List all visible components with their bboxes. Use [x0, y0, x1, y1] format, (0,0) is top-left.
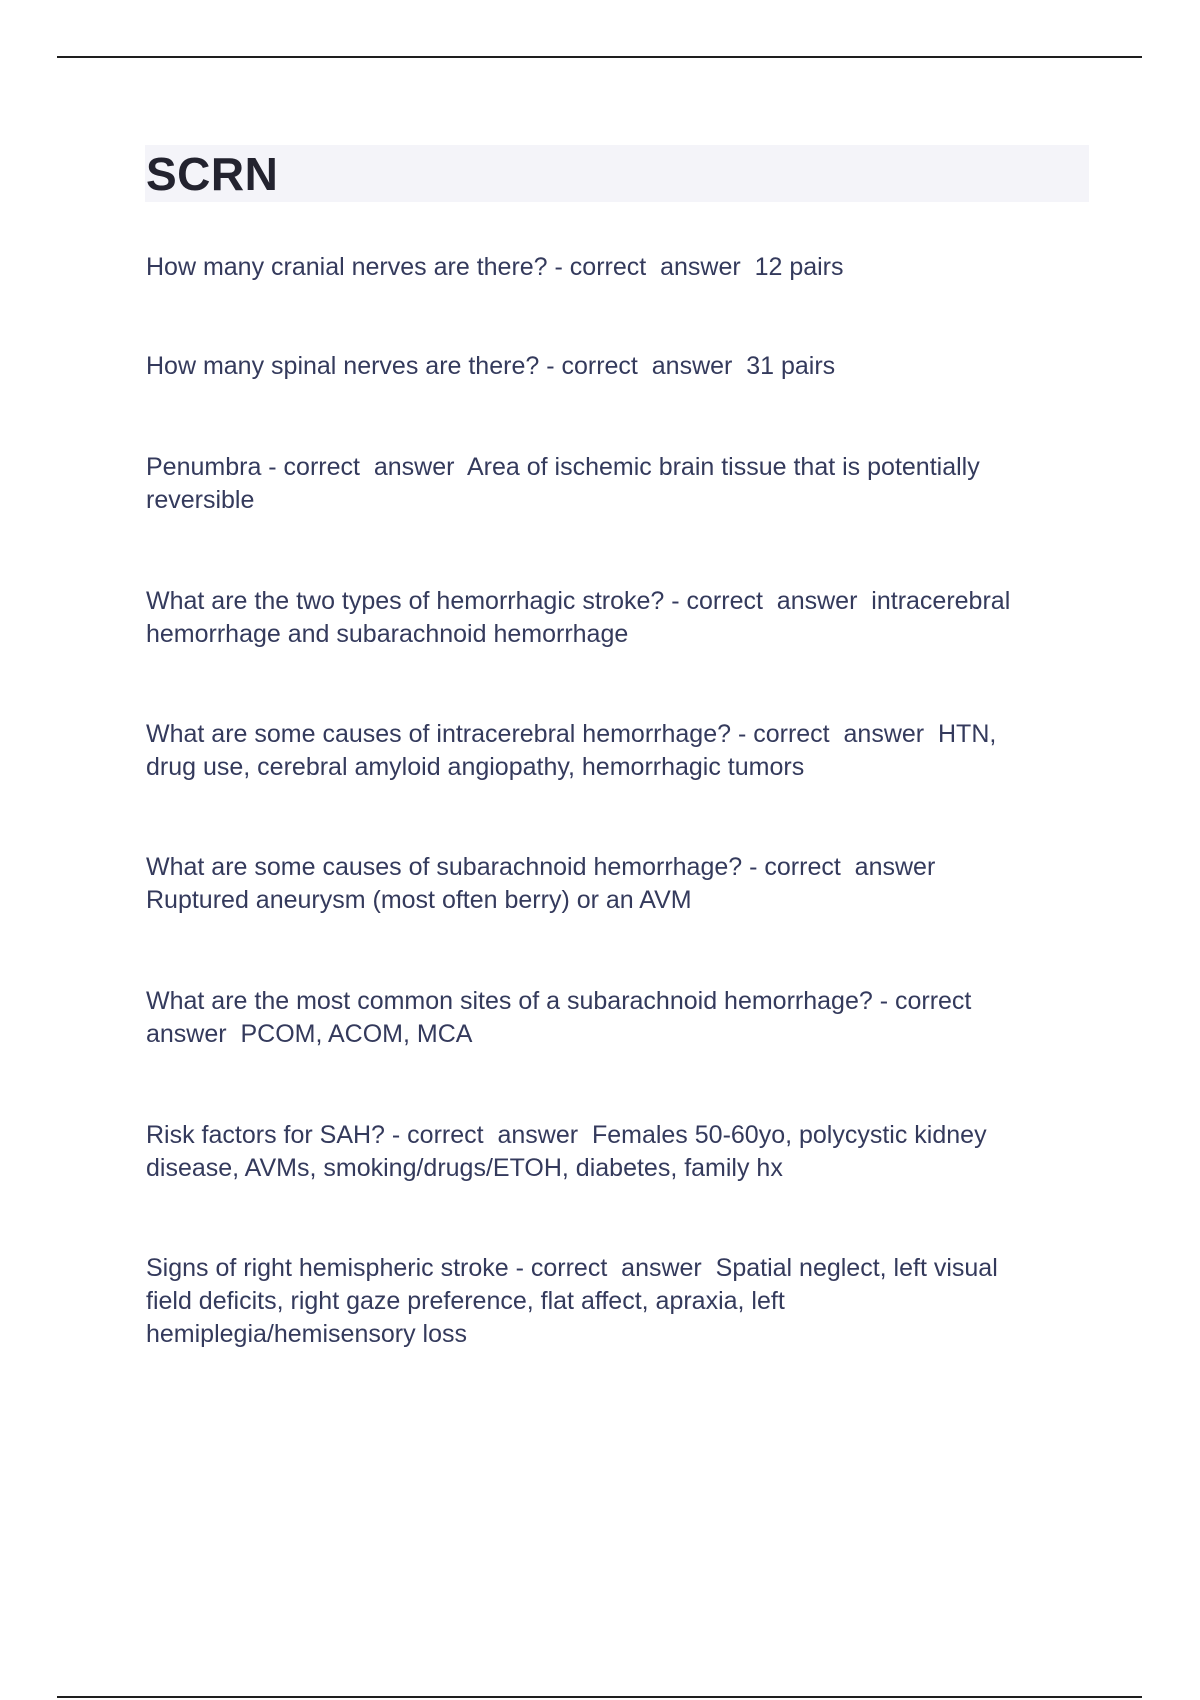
qa-entry-7: What are the most common sites of a subarachnoid hemorrhage? - correct answer PCOM, ACOM, MCA [146, 987, 972, 1048]
title-band [145, 145, 1089, 202]
qa-entry-1: How many cranial nerves are there? - correct answer 12 pairs [146, 253, 844, 281]
qa-entry-5: What are some causes of intracerebral hemorrhage? - correct answer HTN, drug use, cerebral amyloid angiopathy, hemorrhagic tumors [146, 720, 997, 781]
qa-entry-3: Penumbra - correct answer Area of ischemic brain tissue that is potentially reversible [146, 453, 980, 514]
top-rule [57, 56, 1142, 58]
page-title: SCRN [146, 148, 279, 200]
qa-entry-8: Risk factors for SAH? - correct answer Females 50-60yo, polycystic kidney disease, AVMs, smoking/drugs/ETOH, diabetes, family hx [146, 1121, 987, 1182]
qa-entry-2: How many spinal nerves are there? - correct answer 31 pairs [146, 352, 836, 380]
qa-entry-9: Signs of right hemispheric stroke - correct answer Spatial neglect, left visual field deficits, right gaze preference, flat affect, apraxia, left hemiplegia/hemisensory loss [146, 1254, 998, 1348]
qa-entry-6: What are some causes of subarachnoid hemorrhage? - correct answer Ruptured aneurysm (most often berry) or an AVM [146, 853, 936, 914]
bottom-rule [57, 1696, 1142, 1698]
qa-entry-4: What are the two types of hemorrhagic stroke? - correct answer intracerebral hemorrhage and subarachnoid hemorrhage [146, 587, 1011, 648]
